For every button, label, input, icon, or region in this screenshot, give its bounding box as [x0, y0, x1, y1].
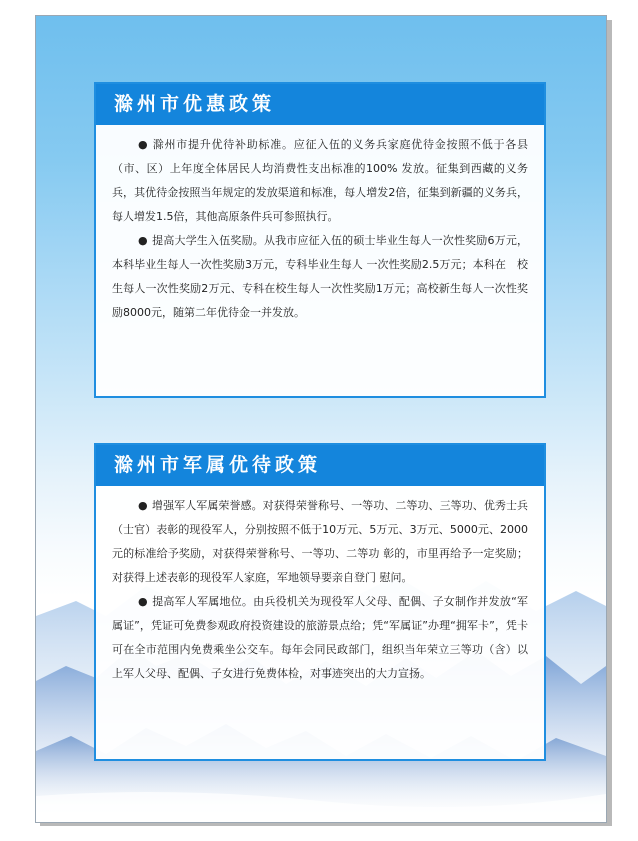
bullet-icon: ● [138, 595, 148, 608]
panel-title: 滁州市优惠政策 [114, 93, 276, 115]
paragraph-text: 提高军人军属地位。由兵役机关为现役军人父母、配偶、子女制作并发放“军属证”，凭证可免费参观政府投资建设的旅游景点给；凭“军属证”办理“拥军卡”，凭卡可在全市范围内免费乘坐公交车。每年会同民政部门，组织当年荣立三等功（含）以上军人父母、配偶、子女进行免费体检，对事迹突出的大力宣扬。 [112, 595, 528, 680]
policy-paragraph [112, 494, 528, 590]
bullet-icon: ● [138, 138, 148, 151]
panel-body [96, 486, 544, 686]
panel-body [96, 125, 544, 325]
bullet-icon: ● [138, 234, 148, 247]
policy-paragraph [112, 229, 528, 325]
panel-title: 滁州市军属优待政策 [114, 454, 322, 476]
bullet-icon: ● [138, 499, 148, 512]
paragraph-text: 滁州市提升优待补助标准。应征入伍的义务兵家庭优待金按照不低于各县（市、区）上年度全体居民人均消费性支出标准的100% 发放。征集到西藏的义务兵，其优待金按照当年规定的发放渠道和标准，每人增发2倍，征集到新疆的义务兵，每人增发1.5倍，其他高原条件兵可参照执行。 [112, 138, 528, 223]
panel-header [96, 84, 544, 125]
policy-panel-military-family [94, 443, 546, 761]
policy-panel-preferential [94, 82, 546, 398]
paragraph-text: 提高大学生入伍奖励。从我市应征入伍的硕士毕业生每人一次性奖励6万元，本科毕业生每人一次性奖励3万元，专科毕业生每人 一次性奖励2.5万元；本科在 校生每人一次性奖励2万元、专科在校生每人一次性奖励1万元；高校新生每人一次性奖励8000元，随第二年优待金一并发放。 [112, 234, 528, 319]
policy-paragraph [112, 590, 528, 686]
paragraph-text: 增强军人军属荣誉感。对获得荣誉称号、一等功、二等功、三等功、优秀士兵（士官）表彰的现役军人，分别按照不低于10万元、5万元、3万元、5000元、2000元的标准给予奖励，对获得荣誉称号、一等功、二等功 彰的，市里再给予一定奖励；对获得上述表彰的现役军人家庭，军地领导要亲自登门 慰问。 [112, 499, 528, 584]
policy-paragraph [112, 133, 528, 229]
panel-header [96, 445, 544, 486]
poster [35, 15, 607, 823]
